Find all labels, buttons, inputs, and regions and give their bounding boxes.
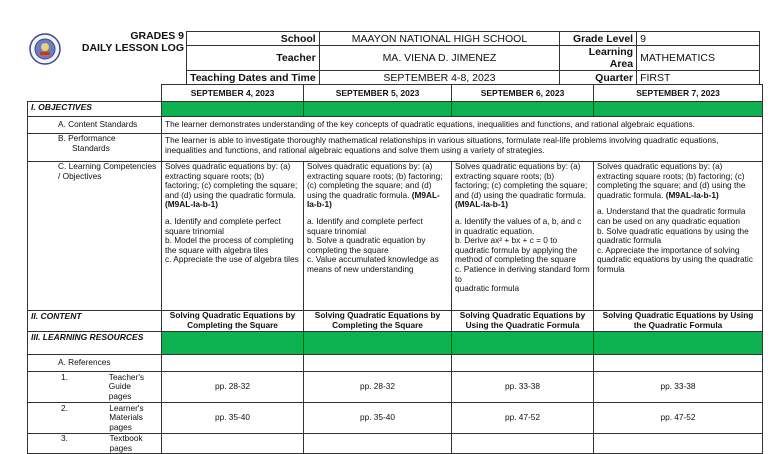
competency-cell <box>162 162 304 311</box>
header-table <box>186 31 760 85</box>
resources-heading: III. LEARNING RESOURCES <box>28 332 162 355</box>
resource-label <box>28 372 162 403</box>
comp-label-line: C. Learning Competencies <box>58 161 157 171</box>
references-label: A. References <box>28 355 162 372</box>
competency-intro: Solves quadratic equations by: (a) extracting square roots; (b) factoring; (c) completing the square; and (d) using the quadratic formula. <box>307 161 443 200</box>
competency-cell <box>452 162 594 311</box>
content-standards-text: The learner demonstrates understanding of the key concepts of quadratic equations, inequalities and functions, and rational algebraic equations. <box>162 117 763 134</box>
day-header: SEPTEMBER 5, 2023 <box>304 85 452 102</box>
green-fill <box>594 332 763 355</box>
performance-standards-text: The learner is able to investigate thoroughly mathematical relationships in various situations, formulate real-life problems involving quadratic equations, inequalities and functions, and rational algebraic equations and solve them using a variety of strategies. <box>162 134 763 162</box>
resource-value <box>304 434 452 454</box>
resource-value: pp. 47-52 <box>594 403 763 434</box>
resource-value <box>594 434 763 454</box>
resource-value: pp. 33-38 <box>452 372 594 403</box>
resource-num: 3. <box>61 433 68 443</box>
competencies-label <box>28 162 162 311</box>
school-label: School <box>187 32 320 46</box>
quarter-value: FIRST <box>637 71 760 85</box>
resource-value: pp. 28-32 <box>162 372 304 403</box>
resource-label-line: Textbook pages <box>109 433 143 453</box>
green-fill <box>594 102 763 117</box>
green-fill <box>162 102 304 117</box>
competency-code: (M9AL-Ia-b-1) <box>665 189 719 200</box>
green-fill <box>452 332 594 355</box>
competency-intro: Solves quadratic equations by: (a) extracting square roots; (b) factoring; (c) completing the square; and (d) using the quadratic formula. <box>165 161 298 200</box>
resource-label-line: Learner's <box>109 402 144 413</box>
perf-label-line: B. Performance <box>58 133 116 143</box>
resource-label-line: Materials pages <box>109 412 143 432</box>
school-value: MAAYON NATIONAL HIGH SCHOOL <box>319 32 559 46</box>
deped-seal <box>29 33 61 65</box>
resource-label <box>28 403 162 434</box>
resource-value: pp. 28-32 <box>304 372 452 403</box>
objective-item: c. Appreciate the importance of solving quadratic equations by using the quadratic formula <box>597 244 753 274</box>
quarter-label: Quarter <box>560 71 637 85</box>
area-label: Learning Area <box>560 46 637 71</box>
objective-item: c. Patience in deriving standard form to <box>455 263 590 284</box>
objective-item: b. Solve quadratic equations by using the quadratic formula <box>597 225 749 246</box>
title-grades: GRADES 9 <box>130 30 184 42</box>
competency-intro: Solves quadratic equations by: (a) extracting square roots; (b) factoring; (c) completing the square; and (d) using the quadratic formula. <box>597 161 746 200</box>
resource-value: pp. 35-40 <box>304 403 452 434</box>
resource-num: 2. <box>61 402 68 413</box>
content-heading: II. CONTENT <box>28 311 162 332</box>
seal-icon <box>29 33 61 65</box>
title-dll: DAILY LESSON LOG <box>81 42 184 54</box>
grade-label: Grade Level <box>560 32 637 46</box>
resource-value <box>452 434 594 454</box>
teacher-label: Teacher <box>187 46 320 71</box>
resource-label-line: pages <box>108 390 132 401</box>
competency-code: (M9AL-Ia-b-1) <box>455 199 509 210</box>
competency-cell <box>594 162 763 311</box>
competency-code: (M9AL-Ia-b-1) <box>165 199 219 210</box>
dates-label: Teaching Dates and Time <box>187 71 320 85</box>
day-header: SEPTEMBER 4, 2023 <box>162 85 304 102</box>
resource-value: pp. 47-52 <box>452 403 594 434</box>
content-topic: Solving Quadratic Equations by Using the Quadratic Formula <box>594 311 763 332</box>
comp-label-line: / Objectives <box>58 170 102 181</box>
resource-num: 1. <box>61 371 68 382</box>
green-fill <box>304 332 452 355</box>
green-fill <box>304 102 452 117</box>
objective-item: a. Identify and complete perfect square trinomial <box>307 215 423 236</box>
objective-item: a. Identify the values of a, b, and c in quadratic equation. <box>455 215 582 236</box>
objectives-heading: I. OBJECTIVES <box>28 102 162 117</box>
resource-label-line: Teacher's Guide <box>108 371 145 392</box>
resource-label <box>28 434 162 454</box>
green-fill <box>162 332 304 355</box>
day-header: SEPTEMBER 7, 2023 <box>594 85 763 102</box>
objective-item: b. Derive ax² + bx + c = 0 to quadratic formula by applying the method of completing the square <box>455 235 578 265</box>
resource-value <box>162 434 304 454</box>
competency-cell <box>304 162 452 311</box>
day-header: SEPTEMBER 6, 2023 <box>452 85 594 102</box>
competency-intro: Solves quadratic equations by: (a) extracting square roots; (b) factoring; (c) completing the square; and (d) using the quadratic formula. <box>455 161 588 200</box>
competency-code: (M9AL-Ia-b-1) <box>307 189 440 210</box>
content-topic: Solving Quadratic Equations by Completing the Square <box>304 311 452 332</box>
objective-item: c. Value accumulated knowledge as means of new understanding <box>307 254 439 274</box>
perf-label-line: Standards <box>72 142 110 153</box>
dates-value: SEPTEMBER 4-8, 2023 <box>319 71 559 85</box>
performance-standards-label <box>28 134 162 162</box>
content-standards-label: A. Content Standards <box>28 117 162 134</box>
objective-item: a. Understand that the quadratic formula can be used on any quadratic equation <box>597 206 746 226</box>
area-value: MATHEMATICS <box>637 46 760 71</box>
objective-item: b. Model the process of completing the square with algebra tiles <box>165 235 294 255</box>
objective-item: quadratic formula <box>455 283 520 294</box>
objective-item: a. Identify and complete perfect square trinomial <box>165 215 281 236</box>
teacher-value: MA. VIENA D. JIMENEZ <box>319 46 559 71</box>
objective-item: b. Solve a quadratic equation by completing the square <box>307 235 426 255</box>
content-topic: Solving Quadratic Equations by Using the Quadratic Formula <box>452 311 594 332</box>
objective-item: c. Appreciate the use of algebra tiles <box>165 254 299 265</box>
resource-value: pp. 33-38 <box>594 372 763 403</box>
green-fill <box>452 102 594 117</box>
lesson-table <box>27 84 763 454</box>
resource-value: pp. 35-40 <box>162 403 304 434</box>
grade-value: 9 <box>637 32 760 46</box>
content-topic: Solving Quadratic Equations by Completing the Square <box>162 311 304 332</box>
